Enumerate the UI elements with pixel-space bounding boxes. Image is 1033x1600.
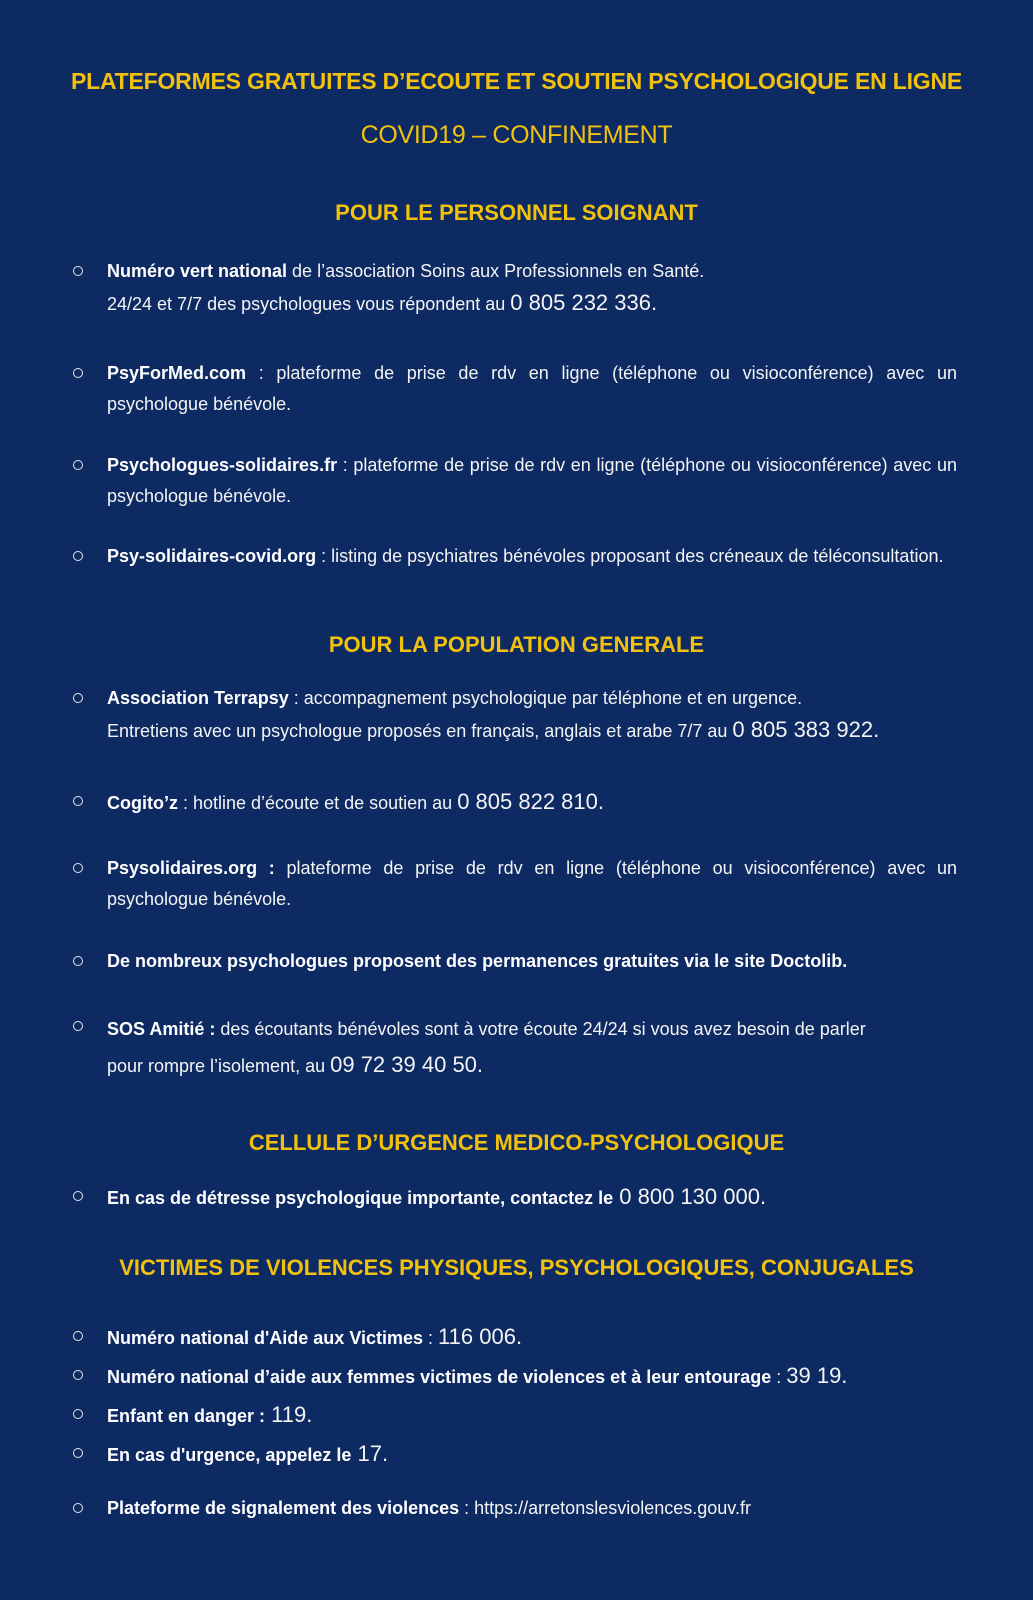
item-name: En cas d'urgence, appelez le <box>107 1445 352 1465</box>
page-title: PLATEFORMES GRATUITES D’ECOUTE ET SOUTIEN PSYCHOLOGIQUE EN LIGNE <box>70 68 963 94</box>
item-name: Numéro vert national <box>107 261 288 281</box>
phone-number: 17. <box>351 1441 389 1466</box>
item-name: En cas de détresse psychologique importante, contactez le <box>107 1188 614 1208</box>
item-desc: : listing de psychiatres bénévoles proposant des créneaux de téléconsultation. <box>316 546 944 566</box>
list-item-text <box>107 358 957 420</box>
bullet-icon <box>73 1409 83 1419</box>
phone-number: 119. <box>265 1402 313 1427</box>
list-item-text <box>107 786 957 819</box>
item-desc: : plateforme de prise de rdv en ligne (téléphone ou visioconférence) avec un psychologue bénévole. <box>107 455 957 506</box>
list-item-text <box>107 1011 957 1084</box>
list-item-text <box>107 541 957 572</box>
item-name: SOS Amitié : <box>107 1019 216 1039</box>
item-desc-line2: Entretiens avec un psychologue proposés en français, anglais et arabe 7/7 au <box>107 721 733 741</box>
item-name: Plateforme de signalement des violences <box>107 1498 460 1518</box>
list-item-text <box>107 946 957 977</box>
item-name: Cogito’z <box>107 793 178 813</box>
item-name: PsyForMed.com <box>107 363 247 383</box>
phone-number: 39 19. <box>786 1363 848 1388</box>
list-item-text <box>107 1181 957 1214</box>
item-desc: plateforme de prise de rdv en ligne (téléphone ou visioconférence) avec un psychologue bénévole. <box>107 858 957 909</box>
list-item-text <box>107 1493 957 1524</box>
item-desc: : https://arretonslesviolences.gouv.fr <box>459 1498 751 1518</box>
list-item-text <box>107 1360 1007 1393</box>
list-item-text <box>107 853 957 915</box>
item-name: De nombreux psychologues proposent des permanences gratuites via le site Doctolib. <box>107 951 848 971</box>
item-desc-line2: pour rompre l’isolement, au <box>107 1056 331 1076</box>
item-name: Numéro national d'Aide aux Victimes <box>107 1328 424 1348</box>
bullet-icon <box>73 1191 83 1201</box>
phone-number: 0 805 232 336. <box>510 290 658 315</box>
phone-number: 0 800 130 000. <box>613 1184 767 1209</box>
item-desc: des écoutants bénévoles sont à votre écoute 24/24 si vous avez besoin de parler <box>215 1019 866 1039</box>
bullet-icon <box>73 1370 83 1380</box>
item-desc: de l’association Soins aux Professionnels en Santé. <box>287 261 705 281</box>
page-subtitle: COVID19 – CONFINEMENT <box>360 121 673 149</box>
item-name: Numéro national d’aide aux femmes victimes de violences et à leur entourage <box>107 1367 772 1387</box>
item-desc: : plateforme de prise de rdv en ligne (téléphone ou visioconférence) avec un psychologue bénévole. <box>107 363 957 414</box>
item-name: Psy-solidaires-covid.org <box>107 546 317 566</box>
phone-number: 09 72 39 40 50. <box>330 1052 484 1077</box>
item-desc-line2: 24/24 et 7/7 des psychologues vous répondent au <box>107 294 511 314</box>
bullet-icon <box>73 1021 83 1031</box>
item-desc: : accompagnement psychologique par téléphone et en urgence. <box>288 688 803 708</box>
bullet-icon <box>73 368 83 378</box>
list-item-text <box>107 256 957 320</box>
section-heading-soignant: POUR LE PERSONNEL SOIGNANT <box>335 200 698 225</box>
item-name: Psychologues-solidaires.fr <box>107 455 338 475</box>
bullet-icon <box>73 863 83 873</box>
bullet-icon <box>73 693 83 703</box>
list-item-text <box>107 450 957 512</box>
item-name: Psysolidaires.org : <box>107 858 275 878</box>
list-item-text <box>107 683 957 747</box>
bullet-icon <box>73 551 83 561</box>
item-name: Association Terrapsy <box>107 688 289 708</box>
list-item-text <box>107 1438 957 1471</box>
list-item-text <box>107 1399 957 1432</box>
list-item-text <box>107 1321 957 1354</box>
phone-number: 0 805 383 922. <box>732 717 880 742</box>
bullet-icon <box>73 266 83 276</box>
section-heading-violences: VICTIMES DE VIOLENCES PHYSIQUES, PSYCHOLOGIQUES, CONJUGALES <box>119 1255 914 1280</box>
item-name: Enfant en danger : <box>107 1406 266 1426</box>
bullet-icon <box>73 1331 83 1341</box>
bullet-icon <box>73 1503 83 1513</box>
section-heading-population: POUR LA POPULATION GENERALE <box>328 632 705 657</box>
item-desc: : <box>423 1328 439 1348</box>
section-heading-urgence: CELLULE D’URGENCE MEDICO-PSYCHOLOGIQUE <box>248 1130 785 1155</box>
bullet-icon <box>73 796 83 806</box>
bullet-icon <box>73 1448 83 1458</box>
item-desc: : <box>771 1367 787 1387</box>
phone-number: 116 006. <box>438 1324 523 1349</box>
item-desc: : hotline d’écoute et de soutien au <box>177 793 458 813</box>
bullet-icon <box>73 460 83 470</box>
bullet-icon <box>73 956 83 966</box>
phone-number: 0 805 822 810. <box>457 789 604 814</box>
